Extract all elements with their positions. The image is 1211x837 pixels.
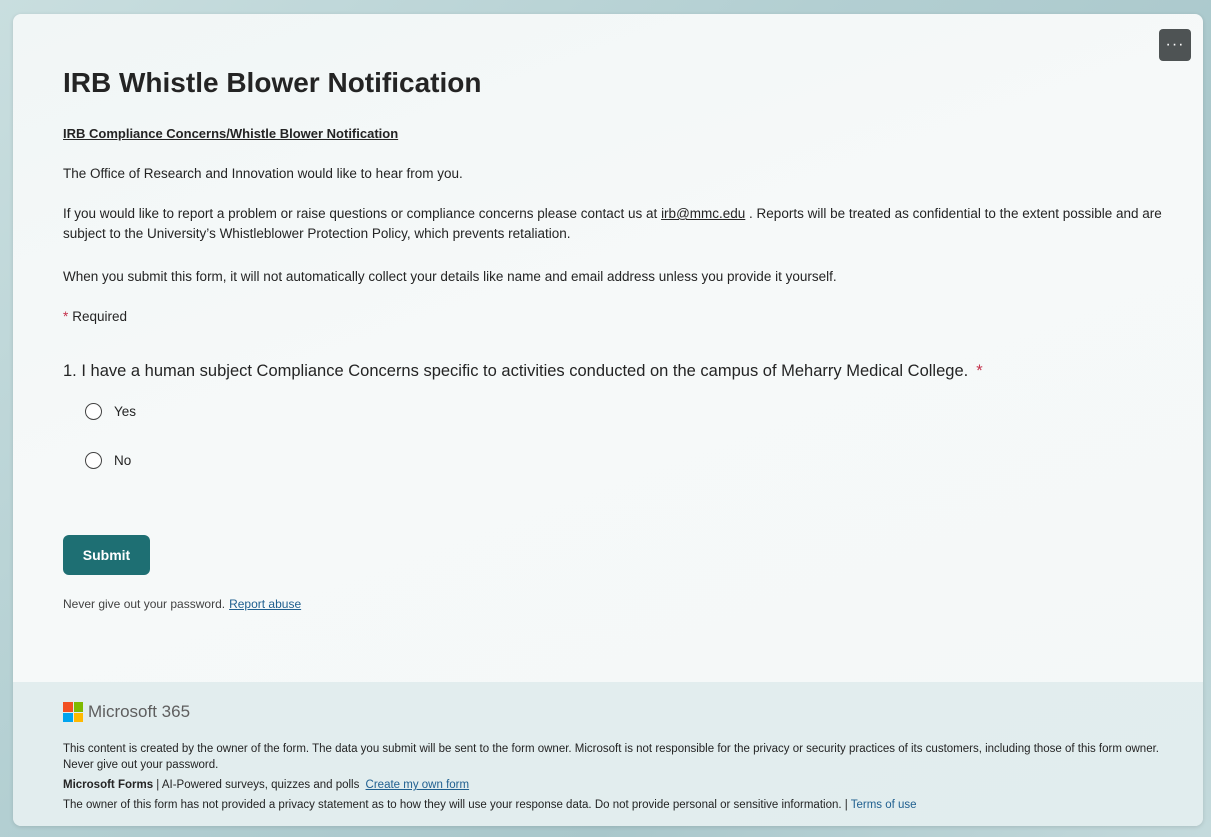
option-yes-label: Yes [114, 404, 137, 419]
option-no[interactable] [85, 452, 131, 469]
footer-privacy-line [63, 797, 917, 813]
report-abuse-link[interactable]: Report abuse [229, 597, 302, 611]
privacy-statement: The owner of this form has not provided a privacy statement as to how they will use your response data. Do not provide personal or sensitive information. | [63, 799, 851, 811]
footer [13, 682, 1203, 826]
question-1-title [63, 362, 987, 381]
microsoft-logo-icon [63, 702, 83, 722]
privacy-note: When you submit this form, it will not automatically collect your details like name and email address unless you provide it yourself. [63, 269, 837, 284]
more-options-button[interactable] [1159, 29, 1191, 61]
password-note: Never give out your password. [63, 597, 226, 611]
terms-of-use-link[interactable]: Terms of use [850, 799, 917, 811]
radio-yes[interactable] [85, 403, 102, 420]
radio-no[interactable] [85, 452, 102, 469]
intro-text: The Office of Research and Innovation would like to hear from you. [63, 166, 463, 181]
form-title: IRB Whistle Blower Notification [63, 67, 482, 98]
footer-forms-line [63, 777, 469, 793]
question-1-text: 1. I have a human subject Compliance Concerns specific to activities conducted on the campus of Meharry Medical College. [63, 362, 969, 380]
create-form-link[interactable]: Create my own form [365, 779, 470, 791]
required-note [63, 309, 127, 324]
contact-text-after: . Reports will be treated as confidential to the extent possible and are subject to the University’s Whistleblower Protection Policy, which prevents retaliation. [63, 206, 1162, 241]
brand-name: Microsoft 365 [88, 702, 191, 721]
more-icon: ··· [1165, 36, 1185, 53]
form-card [13, 14, 1203, 826]
forms-name: Microsoft Forms [63, 779, 154, 791]
forms-tagline: | AI-Powered surveys, quizzes and polls [153, 779, 363, 791]
microsoft-365-logo [63, 702, 190, 722]
form-subtitle: IRB Compliance Concerns/Whistle Blower Notification [63, 126, 399, 141]
footer-disclaimer: This content is created by the owner of the form. The data you submit will be sent to the form owner. Microsoft is not responsible for the privacy or security practices of its customers, including those of this form owner. Never give out your password. [63, 743, 1159, 771]
submit-button[interactable]: Submit [63, 535, 150, 575]
password-warning [63, 597, 301, 611]
question-1-required-star: * [976, 362, 983, 380]
option-yes[interactable] [85, 403, 136, 420]
required-star: * [63, 309, 69, 324]
option-no-label: No [114, 453, 132, 468]
required-label: Required [72, 309, 128, 324]
contact-email-link[interactable]: irb@mmc.edu [661, 206, 746, 221]
contact-text-before: If you would like to report a problem or raise questions or compliance concerns please contact us at [63, 206, 662, 221]
contact-text [63, 204, 1188, 244]
